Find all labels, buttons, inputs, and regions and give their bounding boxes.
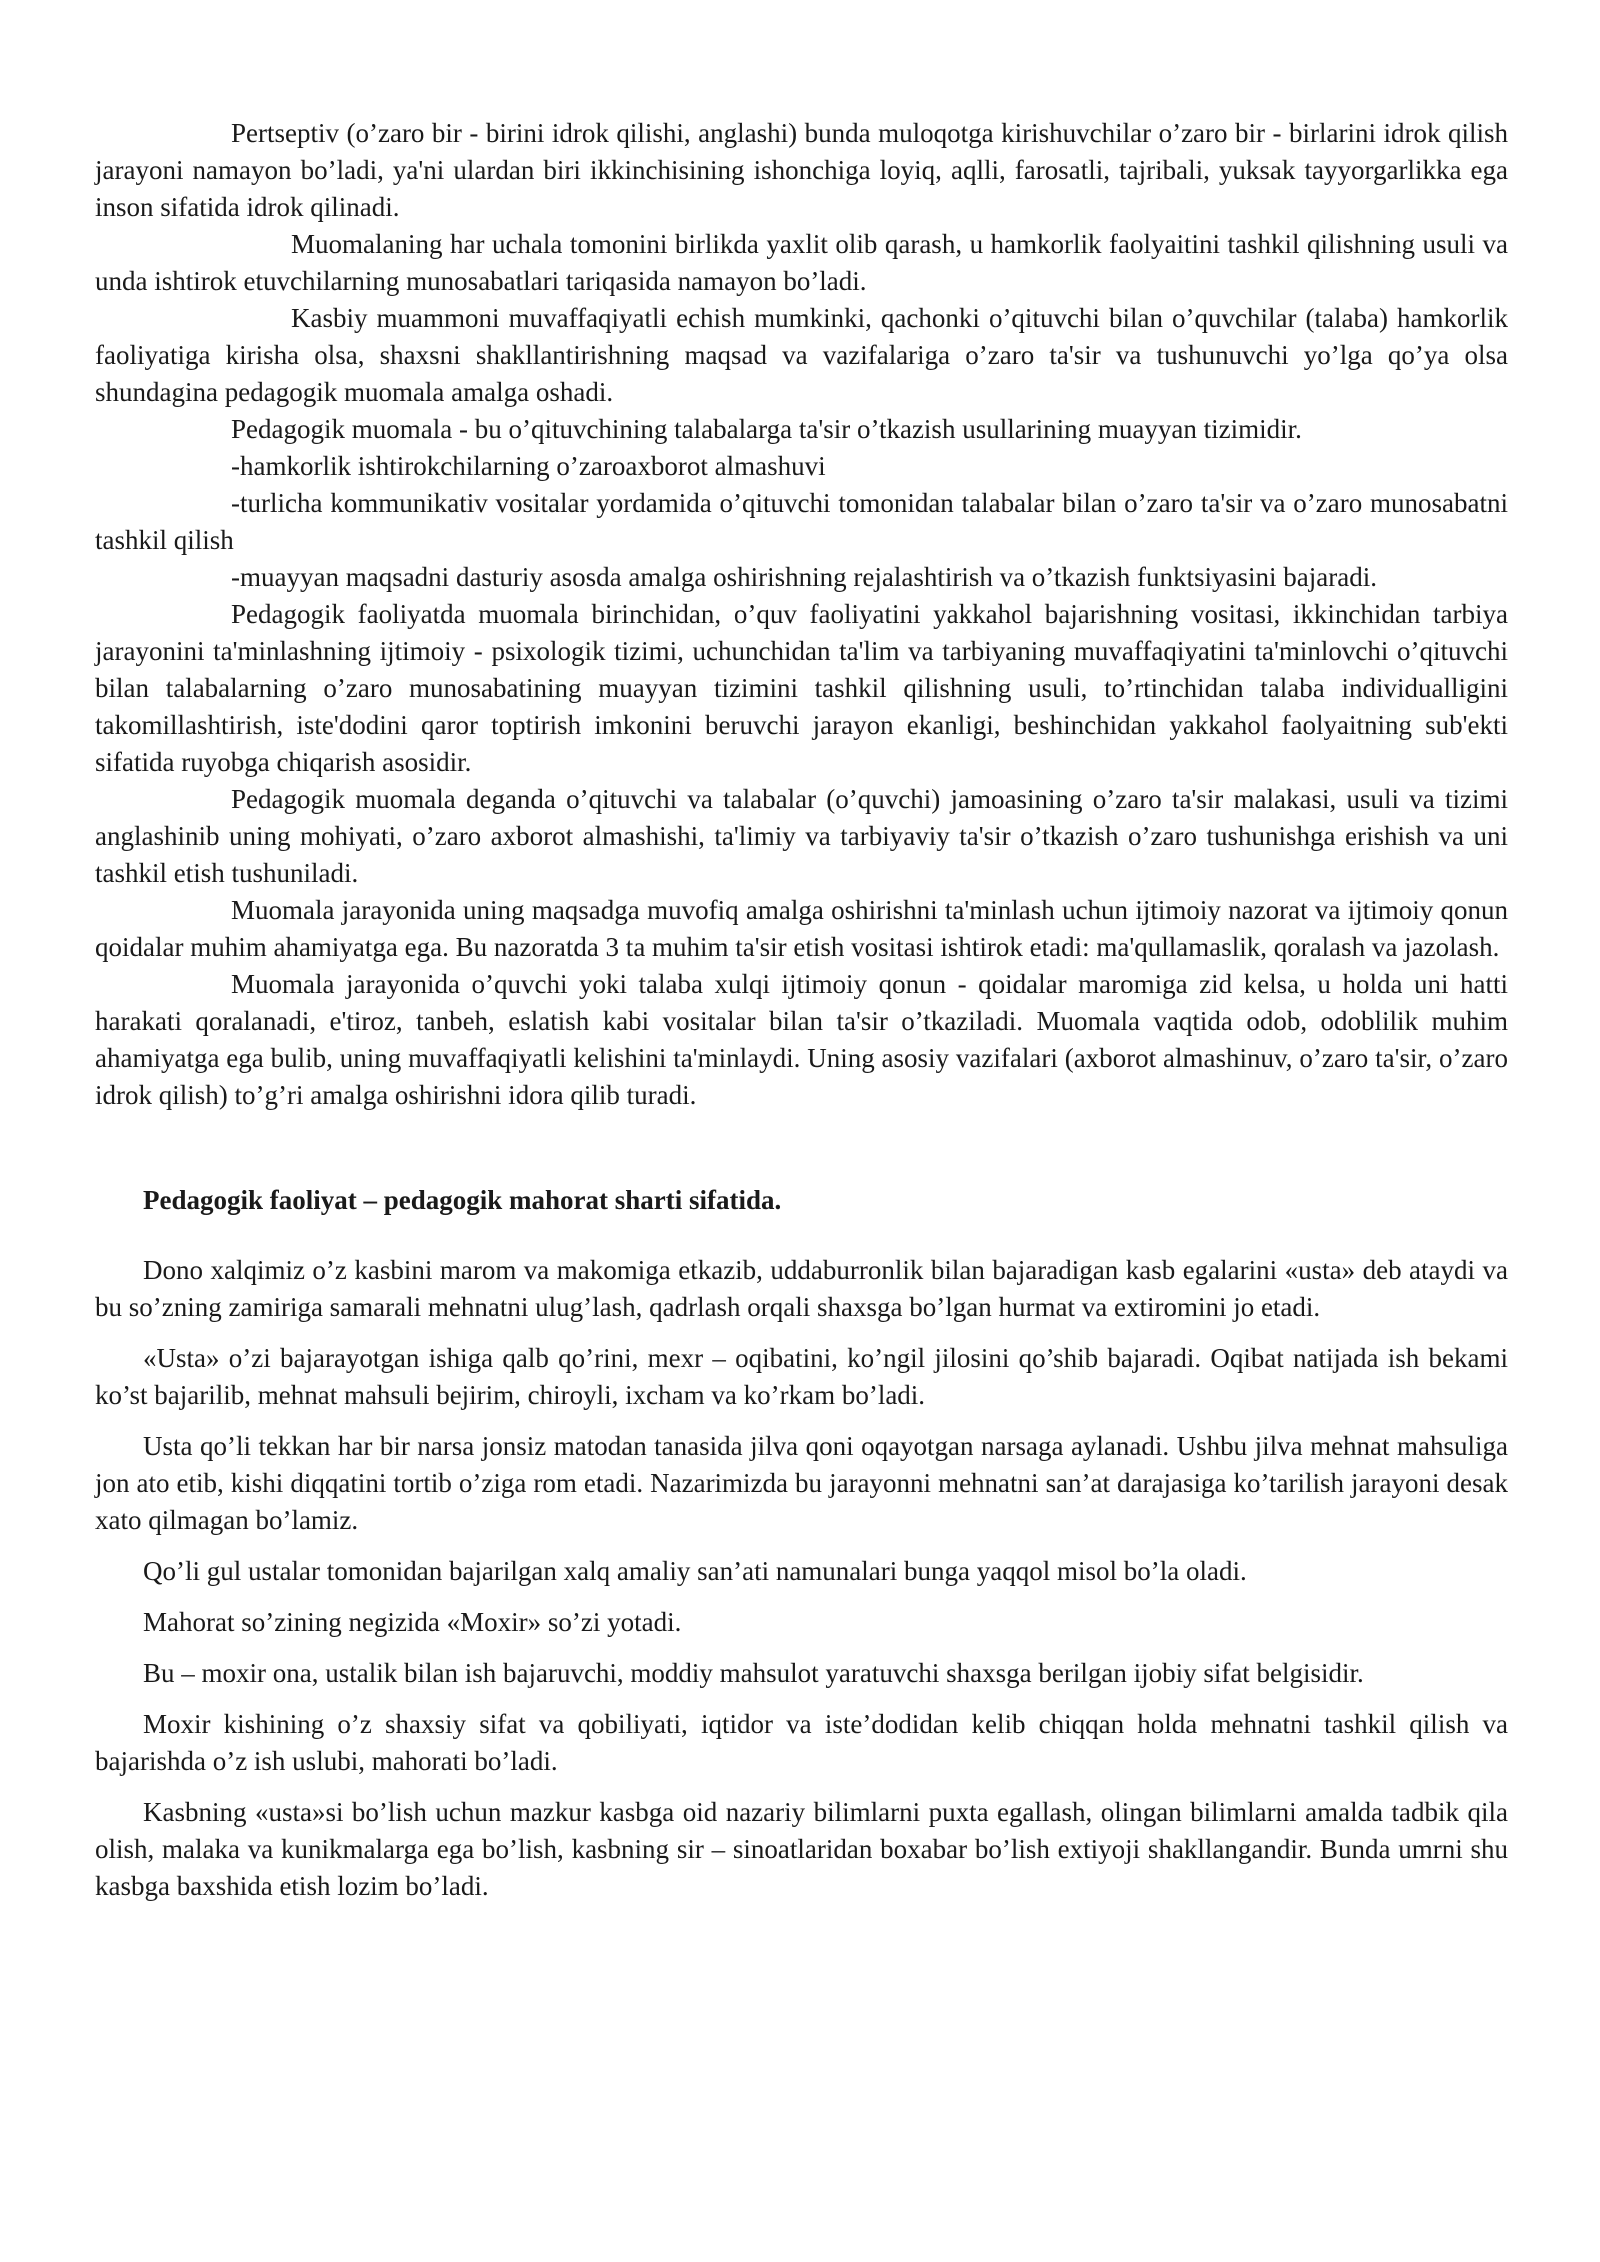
list-item-planning-function: -muayyan maqsadni dasturiy asosda amalga oshirishning rejalashtirish va o’tkazish funktsiyasini bajaradi. (231, 562, 1377, 592)
section-heading: Pedagogik faoliyat – pedagogik mahorat sharti sifatida. (143, 1185, 782, 1215)
list-item-communicative-means: -turlicha kommunikativ vositalar yordamida o’qituvchi tomonidan talabalar bilan o’zaro ta'sir va o’zaro munosabatni tashkil qilish (95, 488, 1508, 555)
paragraph-usta-name: Dono xalqimiz o’z kasbini marom va makomiga etkazib, uddaburronlik bilan bajaradigan kasb egalarini «usta» deb ataydi va bu so’zning zamiriga samarali mehnatni ulug’lash, qadrlash orqali shaxsga bo’lgan hurmat va extiromini jo etadi. (95, 1255, 1508, 1322)
section-body (95, 1252, 1508, 1905)
paragraph-moxir-style: Moxir kishining o’z shaxsiy sifat va qobiliyati, iqtidor va iste’dodidan kelib chiqqan holda mehnatni tashkil qilish va bajarishda o’z ish uslubi, mahorati bo’ladi. (95, 1709, 1508, 1776)
paragraph-pedagogical-communication-definition: Pedagogik muomala - bu o’qituvchining talabalarga ta'sir o’tkazish usullarining muayyan tizimidir. (231, 414, 1302, 444)
paragraph-perceptive: Pertseptiv (o’zaro bir - birini idrok qilishi, anglashi) bunda muloqotga kirishuvchilar o’zaro bir - birlarini idrok qilish jarayoni namayon bo’ladi, ya'ni ulardan biri ikkinchisining ishonchiga loyiq, aqlli, farosatli, tajribali, yuksak tayyorgarlikka ega inson sifatida idrok qilinadi. (95, 118, 1508, 222)
paragraph-professional-problem: Kasbiy muammoni muvaffaqiyatli echish mumkinki, qachonki o’qituvchi bilan o’quvchilar (talaba) hamkorlik faoliyatiga kirisha olsa, shaxsni shakllantirishning maqsad va vazifalariga o’zaro ta'sir va tushunuvchi yo’lga qo’ya olsa shundagina pedagogik muomala amalga oshadi. (95, 303, 1508, 407)
paragraph-usta-work: «Usta» o’zi bajarayotgan ishiga qalb qo’rini, mexr – oqibatini, ko’ngil jilosini qo’shib bajaradi. Oqibat natijada ish bekami ko’st bajarilib, mehnat mahsuli bejirim, chiroyli, ixcham va ko’rkam bo’ladi. (95, 1343, 1508, 1410)
paragraph-behavior-norms: Muomala jarayonida o’quvchi yoki talaba xulqi ijtimoiy qonun - qoidalar maromiga zid kelsa, u holda uni hatti harakati qoralanadi, e'tiroz, tanbeh, eslatish kabi vositalar bilan ta'sir o’tkaziladi. Muomala vaqtida odob, odoblilik muhim ahamiyatga ega bulib, uning muvaffaqiyatli kelishini ta'minlaydi. Uning asosiy vazifalari (axborot almashinuv, o’zaro ta'sir, o’zaro idrok qilish) to’g’ri amalga oshirishni idora qilib turadi. (95, 969, 1508, 1110)
paragraph-mahorat-root: Mahorat so’zining negizida «Moxir» so’zi yotadi. (143, 1607, 682, 1637)
paragraph-usta-touch: Usta qo’li tekkan har bir narsa jonsiz matodan tanasida jilva qoni oqayotgan narsaga aylanadi. Ushbu jilva mehnat mahsuliga jon ato etib, kishi diqqatini tortib o’ziga rom etadi. Nazarimizda bu jarayonni mehnatni san’at darajasiga ko’tarilish jarayoni desak xato qilmagan bo’lamiz. (95, 1431, 1508, 1535)
section-pedagogical-mastery (95, 1182, 1508, 1905)
paragraph-folk-art: Qo’li gul ustalar tomonidan bajarilgan xalq amaliy san’ati namunalari bunga yaqqol misol bo’la oladi. (143, 1556, 1247, 1586)
paragraph-three-sides: Muomalaning har uchala tomonini birlikda yaxlit olib qarash, u hamkorlik faolyaitini tashkil qilishning usuli va unda ishtirok etuvchilarning munosabatlari tariqasida namayon bo’ladi. (95, 229, 1508, 296)
paragraph-moxir-meaning: Bu – moxir ona, ustalik bilan ish bajaruvchi, moddiy mahsulot yaratuvchi shaxsga berilgan ijobiy sifat belgisidir. (143, 1658, 1364, 1688)
list-item-information-exchange: -hamkorlik ishtirokchilarning o’zaroaxborot almashuvi (231, 451, 826, 481)
paragraph-becoming-usta: Kasbning «usta»si bo’lish uchun mazkur kasbga oid nazariy bilimlarni puxta egallash, olingan bilimlarni amalda tadbik qila olish, malaka va kunikmalarga ega bo’lish, kasbning sir – sinoatlaridan boxabar bo’lish extiyoji shakllangandir. Bunda umrni shu kasbga baxshida etish lozim bo’ladi. (95, 1797, 1508, 1901)
paragraph-communication-meaning: Pedagogik muomala deganda o’qituvchi va talabalar (o’quvchi) jamoasining o’zaro ta'sir malakasi, usuli va tizimi anglashinib uning mohiyati, o’zaro axborot almashishi, ta'limiy va tarbiyaviy ta'sir o’tkazish o’zaro tushunishga erishish va uni tashkil etish tushuniladi. (95, 784, 1508, 888)
paragraph-communication-roles: Pedagogik faoliyatda muomala birinchidan, o’quv faoliyatini yakkahol bajarishning vositasi, ikkinchidan tarbiya jarayonini ta'minlashning ijtimoiy - psixologik tizimi, uchunchidan ta'lim va tarbiyaning muvaffaqiyatini ta'minlovchi o’qituvchi bilan talabalarning o’zaro munosabatining muayyan tizimini tashkil qilishning usuli, to’rtinchidan talaba individualligini takomillashtirish, iste'dodini qaror toptirish imkonini beruvchi jarayon ekanligi, beshinchidan yakkahol faolyaitning sub'ekti sifatida ruyobga chiqarish asosidir. (95, 599, 1508, 777)
paragraph-social-control: Muomala jarayonida uning maqsadga muvofiq amalga oshirishni ta'minlash uchun ijtimoiy nazorat va ijtimoiy qonun qoidalar muhim ahamiyatga ega. Bu nazoratda 3 ta muhim ta'sir etish vositasi ishtirok etadi: ma'qullamaslik, qoralash va jazolash. (95, 895, 1508, 962)
section-communication (95, 115, 1508, 1114)
